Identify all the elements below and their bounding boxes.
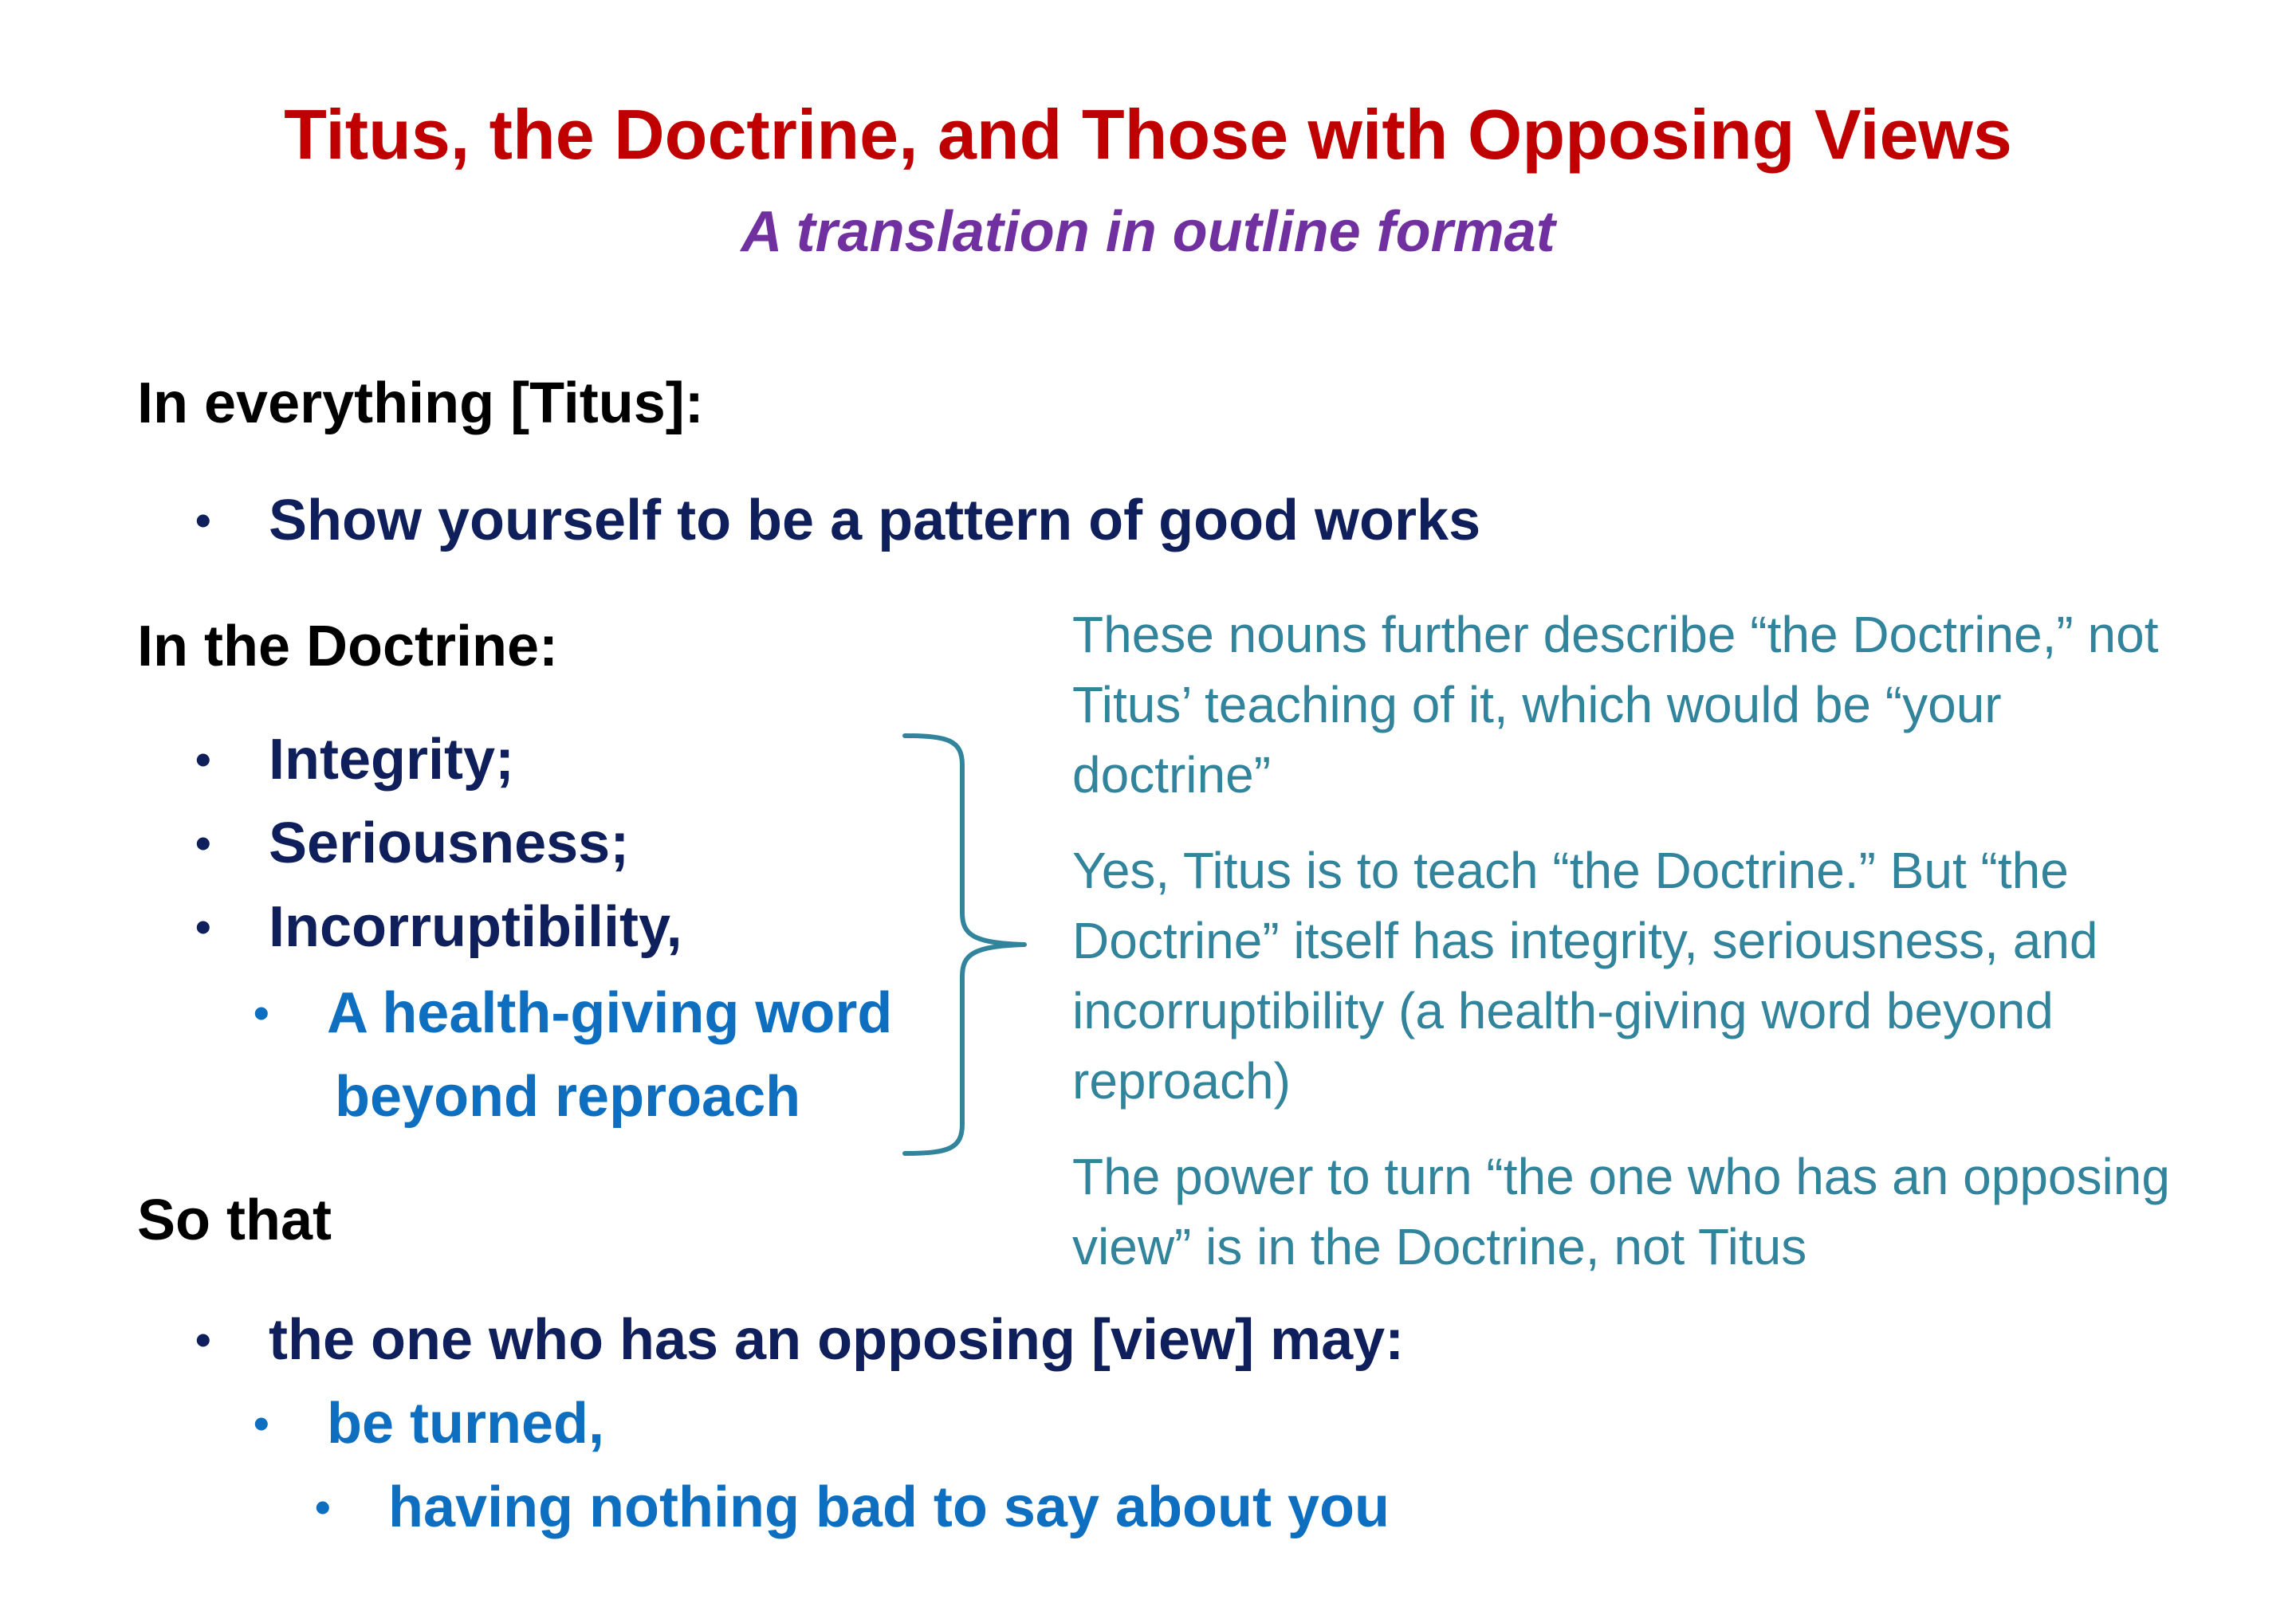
list-item-text: Seriousness; [269,811,630,875]
list-item-text: Incorruptibility, [269,895,682,959]
note-block [1072,599,2204,1282]
heading-in-the-doctrine: In the Doctrine: [137,615,559,678]
list-subitem [254,1391,605,1456]
heading-in-everything: In everything [Titus]: [137,371,704,435]
bullet-icon: • [195,902,211,952]
heading-so-that: So that [137,1189,332,1252]
list-item [195,1307,1405,1373]
list-subitem-text: A health-giving word [327,981,893,1045]
list-subitem-continuation: beyond reproach [335,1065,801,1129]
list-subsubitem [315,1475,1390,1540]
list-item [195,894,682,960]
list-subitem [254,980,893,1046]
list-item [195,811,630,876]
list-item-text: the one who has an opposing [view] may: [269,1308,1405,1372]
page-subtitle: A translation in outline format [741,200,1555,264]
note-paragraph-1: These nouns further describe “the Doctrine,” not Titus’ teaching of it, which would be “your doctrine” [1072,606,2159,804]
bullet-icon: • [254,988,269,1038]
list-item-text: Integrity; [269,728,515,792]
list-subsubitem-text: having nothing bad to say about you [388,1475,1390,1539]
bullet-icon: • [195,495,211,545]
note-paragraph-2: Yes, Titus is to teach “the Doctrine.” But “the Doctrine” itself has integrity, seriousness, and incorruptibility (a health-giving word beyond reproach) [1072,842,2098,1110]
list-item [195,727,515,792]
bullet-icon: • [254,1398,269,1448]
list-item-text: Show yourself to be a pattern of good works [269,489,1481,552]
page-title: Titus, the Doctrine, and Those with Opposing Views [284,95,2012,174]
note-paragraph-3: The power to turn “the one who has an opposing view” is in the Doctrine, not Titus [1072,1148,2170,1275]
bullet-icon: • [315,1482,331,1532]
bullet-icon: • [195,734,211,784]
list-item [195,488,1481,553]
list-subitem-text: be turned, [327,1392,605,1456]
bullet-icon: • [195,818,211,868]
right-curly-brace-icon [897,729,1040,1160]
bullet-icon: • [195,1314,211,1365]
